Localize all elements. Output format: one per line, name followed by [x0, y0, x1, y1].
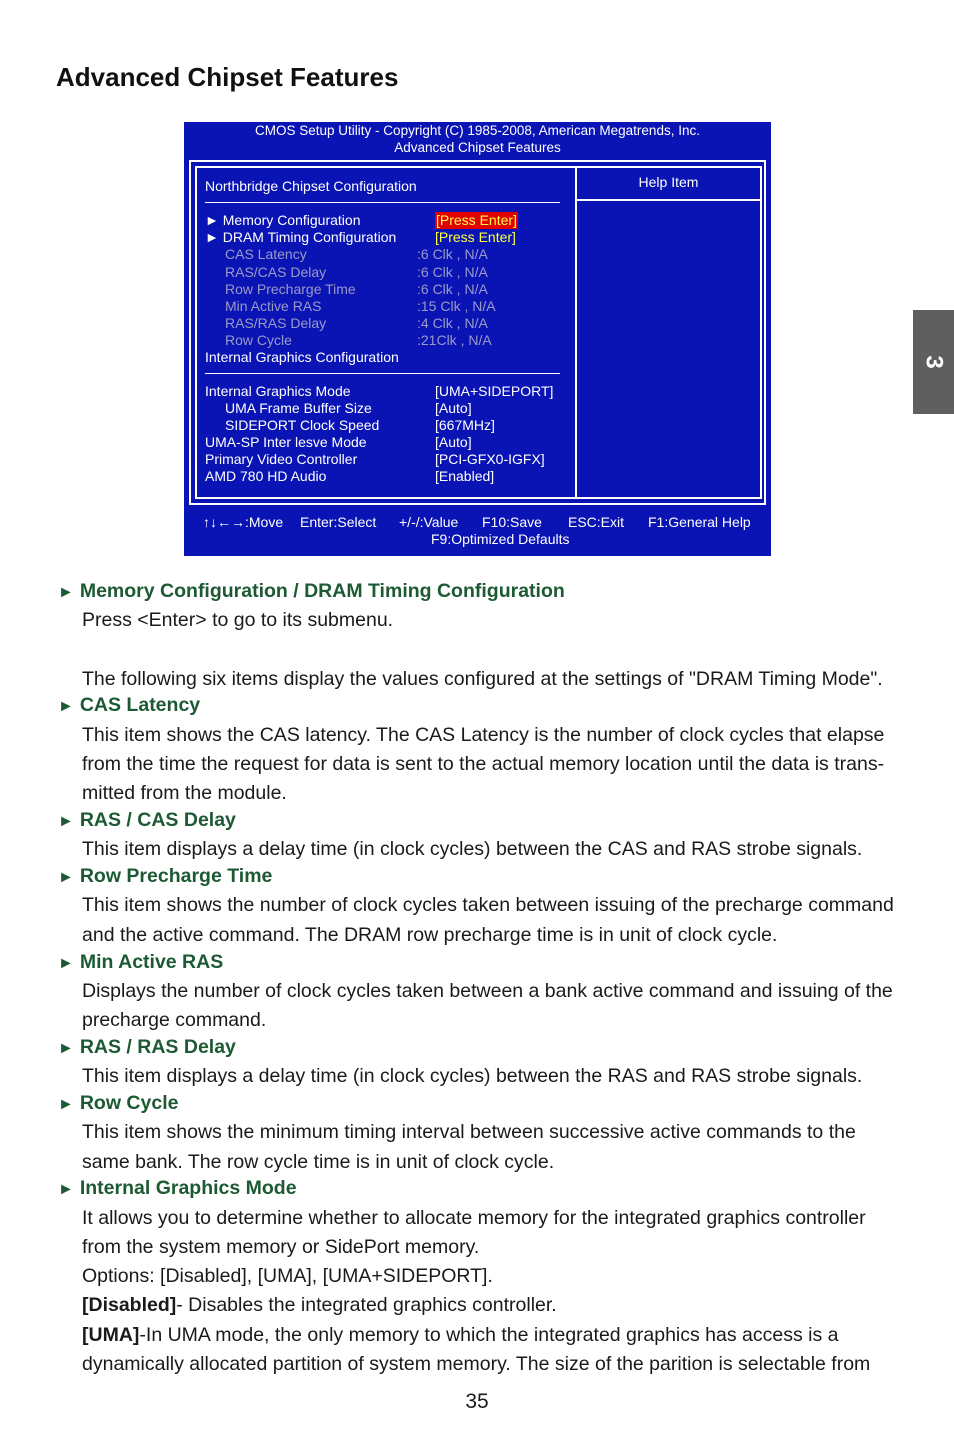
help-panel — [575, 166, 762, 499]
paragraph: mitted from the module. — [82, 782, 287, 804]
paragraph: This item shows the CAS latency. The CAS Latency is the number of clock cycles that elapse — [82, 724, 885, 746]
bullet-arrow-icon: ► — [58, 584, 74, 601]
paragraph: same bank. The row cycle time is in unit of clock cycle. — [82, 1151, 555, 1173]
heading-row-cycle: ► Row Cycle — [58, 1092, 179, 1114]
footer-exit: ESC:Exit — [568, 514, 625, 530]
footer-select: Enter:Select — [300, 514, 377, 530]
paragraph: This item displays a delay time (in clock cycles) between the RAS and RAS strobe signals. — [82, 1065, 863, 1087]
footer-save: F10:Save — [482, 514, 542, 530]
paragraph-uma-option: [UMA]-In UMA mode, the only memory to which the integrated graphics has access is a — [82, 1324, 839, 1346]
bios-header-title: Advanced Chipset Features — [394, 140, 561, 155]
bullet-arrow-icon: ► — [58, 813, 74, 830]
bios-screenshot — [184, 122, 771, 556]
paragraph-disabled-option: [Disabled]- Disables the integrated graphics controller. — [82, 1294, 557, 1316]
paragraph: dynamically allocated partition of system memory. The size of the parition is selectable from — [82, 1353, 871, 1375]
submenu-arrow-icon: ► — [205, 212, 219, 228]
heading-row-precharge-time: ► Row Precharge Time — [58, 865, 273, 887]
help-title: Help Item — [638, 174, 699, 190]
bios-settings-panel: Northbridge Chipset Configuration ► Memory Configuration [Press Enter] ► DRAM Timing Configuration [Press Enter] CAS Latency :6 Clk , N/A RAS/CAS Delay :6 Clk , N/A Row Precharge Time :6 Clk , N/A Min Active RAS :15 Clk , N/A RAS/RAS Delay :4 Clk , N/A Row Cycle :21Clk , N/A Internal Graphics Configuration Internal Graphics Mode [UMA+SIDEPORT] UMA Frame Buffer Size [Auto] SIDEPORT Clock Speed [667MHz] UMA-SP Inter lesve Mode [Auto] Primary Video Controller [PCI-GFX0-IGFX] AMD 780 HD Audio [Enabled] — [195, 166, 575, 499]
submenu-arrow-icon: ► — [205, 229, 219, 245]
paragraph: This item displays a delay time (in clock cycles) between the CAS and RAS strobe signals. — [82, 838, 863, 860]
paragraph: The following six items display the values configured at the settings of "DRAM Timing Mode". — [82, 668, 883, 690]
paragraph: This item shows the number of clock cycles taken between issuing of the precharge command — [82, 894, 894, 916]
paragraph: and the active command. The DRAM row precharge time is in unit of clock cycle. — [82, 924, 778, 946]
menu-label: DRAM Timing Configuration — [222, 229, 397, 245]
heading-memory-configuration: ► Memory Configuration / DRAM Timing Configuration — [58, 580, 565, 602]
paragraph: Press <Enter> to go to its submenu. — [82, 609, 394, 631]
menu-label: Memory Configuration — [222, 212, 361, 228]
chapter-tab — [913, 310, 954, 414]
divider — [577, 199, 760, 201]
paragraph: It allows you to determine whether to allocate memory for the integrated graphics controller — [82, 1207, 866, 1229]
bios-frame — [189, 160, 766, 505]
bullet-arrow-icon: ► — [58, 698, 74, 715]
paragraph: precharge command. — [82, 1009, 267, 1031]
bios-header-copyright: CMOS Setup Utility - Copyright (C) 1985-2008, American Megatrends, Inc. — [255, 123, 700, 138]
footer-value: +/-/:Value — [399, 514, 459, 530]
bullet-arrow-icon: ► — [58, 1181, 74, 1198]
heading-internal-graphics-mode: ► Internal Graphics Mode — [58, 1177, 297, 1199]
press-enter-value: [Press Enter] — [435, 229, 516, 245]
press-enter-value: [Press Enter] — [436, 212, 517, 228]
heading-ras-ras-delay: ► RAS / RAS Delay — [58, 1036, 236, 1058]
paragraph: from the system memory or SidePort memory. — [82, 1236, 480, 1258]
heading-ras-cas-delay: ► RAS / CAS Delay — [58, 809, 236, 831]
bullet-arrow-icon: ► — [58, 869, 74, 886]
divider — [205, 202, 560, 203]
paragraph: Displays the number of clock cycles taken between a bank active command and issuing of the — [82, 980, 893, 1002]
footer-optimized-defaults: F9:Optimized Defaults — [431, 531, 570, 547]
heading-cas-latency: ► CAS Latency — [58, 694, 201, 716]
page-number: 35 — [465, 1390, 489, 1413]
paragraph: from the time the request for data is sent to the actual memory location until the data is trans- — [82, 753, 885, 775]
heading-min-active-ras: ► Min Active RAS — [58, 951, 224, 973]
page-title: Advanced Chipset Features — [56, 62, 399, 92]
paragraph: This item shows the minimum timing interval between successive active commands to the — [82, 1121, 856, 1143]
bios-header — [184, 122, 771, 156]
footer-move: ↑↓←→:Move — [203, 514, 284, 530]
paragraph: Options: [Disabled], [UMA], [UMA+SIDEPORT]. — [82, 1265, 493, 1287]
bullet-arrow-icon: ► — [58, 955, 74, 972]
footer-help: F1:General Help — [648, 514, 751, 530]
bullet-arrow-icon: ► — [58, 1096, 74, 1113]
bullet-arrow-icon: ► — [58, 1040, 74, 1057]
divider — [205, 373, 560, 374]
chapter-number: 3 — [920, 355, 948, 369]
